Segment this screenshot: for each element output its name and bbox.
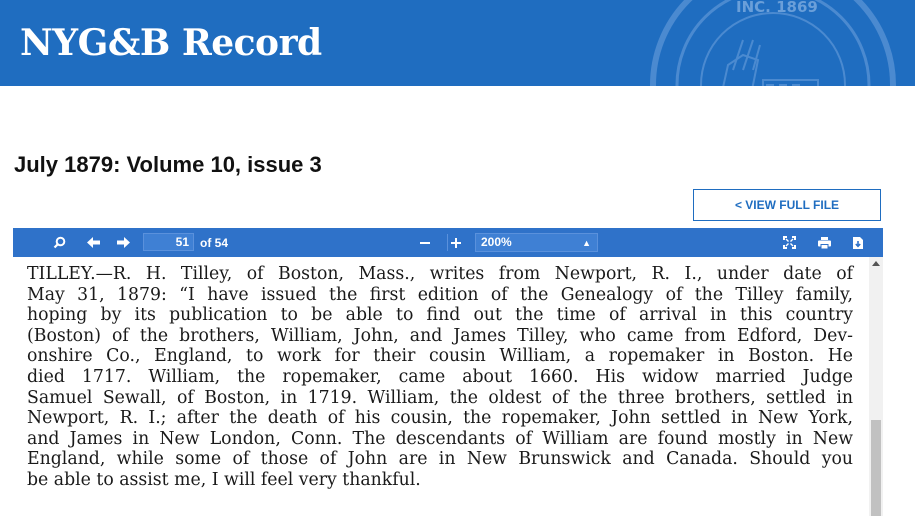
document-viewer[interactable] — [13, 257, 883, 516]
download-icon[interactable] — [848, 228, 868, 257]
zoom-select[interactable] — [475, 233, 598, 252]
text-line: (Boston) of the brothers, William, John, and James Tilley, who came from Edford, Dev- — [27, 325, 853, 346]
view-full-file-button[interactable]: < VIEW FULL FILE — [693, 189, 881, 221]
vertical-scrollbar[interactable] — [869, 257, 883, 516]
text-line: Samuel Sewall, of Boston, in 1719. William, the oldest of the three brothers, settled in — [27, 387, 853, 408]
zoom-out-icon[interactable] — [415, 228, 435, 257]
society-seal-logo — [648, 0, 898, 86]
print-icon[interactable] — [814, 228, 834, 257]
text-line: hoping by its publication to be able to find out the time of arrival in this country — [27, 305, 853, 326]
seal-text: INC. 1869 — [736, 0, 818, 16]
search-icon[interactable] — [49, 228, 69, 257]
text-line: and James in New London, Conn. The descendants of William are found mostly in New — [27, 428, 853, 449]
site-logo-text[interactable]: NYG&B Record — [20, 22, 322, 64]
text-line: died 1717. William, the ropemaker, came about 1660. His widow married Judge — [27, 366, 853, 387]
document-page-text — [27, 257, 853, 491]
page-total-label: of 54 — [200, 236, 229, 250]
page-number-input[interactable]: 51 — [143, 233, 194, 251]
scrollbar-thumb[interactable] — [871, 420, 881, 516]
text-line: May 31, 1879: “I have issued the first edition of the Genealogy of the Tilley family, — [27, 284, 853, 305]
scroll-up-arrow-icon[interactable] — [872, 261, 880, 266]
zoom-in-icon[interactable] — [446, 228, 466, 257]
text-line: Newport, R. I.; after the death of his cousin, the ropemaker, John settled in New York, — [27, 408, 853, 429]
text-line: TILLEY.—R. H. Tilley, of Boston, Mass., writes from Newport, R. I., under date of — [27, 264, 853, 284]
zoom-value: 200% — [481, 235, 512, 249]
cropped-previous-line — [27, 257, 853, 264]
previous-page-icon[interactable] — [83, 228, 103, 257]
text-line: be able to assist me, I will feel very thankful. — [27, 469, 421, 490]
text-line: onshire Co., England, to work for their cousin William, a ropemaker in Boston. He — [27, 346, 853, 367]
next-page-icon[interactable] — [113, 228, 133, 257]
site-header — [0, 0, 915, 86]
page-title: July 1879: Volume 10, issue 3 — [14, 152, 322, 177]
updown-caret-icon: ▲ — [582, 238, 591, 248]
fullscreen-icon[interactable] — [779, 228, 799, 257]
pdf-toolbar — [13, 228, 883, 257]
text-line: England, while some of those of John are in New Brunswick and Canada. Should you — [27, 449, 853, 470]
